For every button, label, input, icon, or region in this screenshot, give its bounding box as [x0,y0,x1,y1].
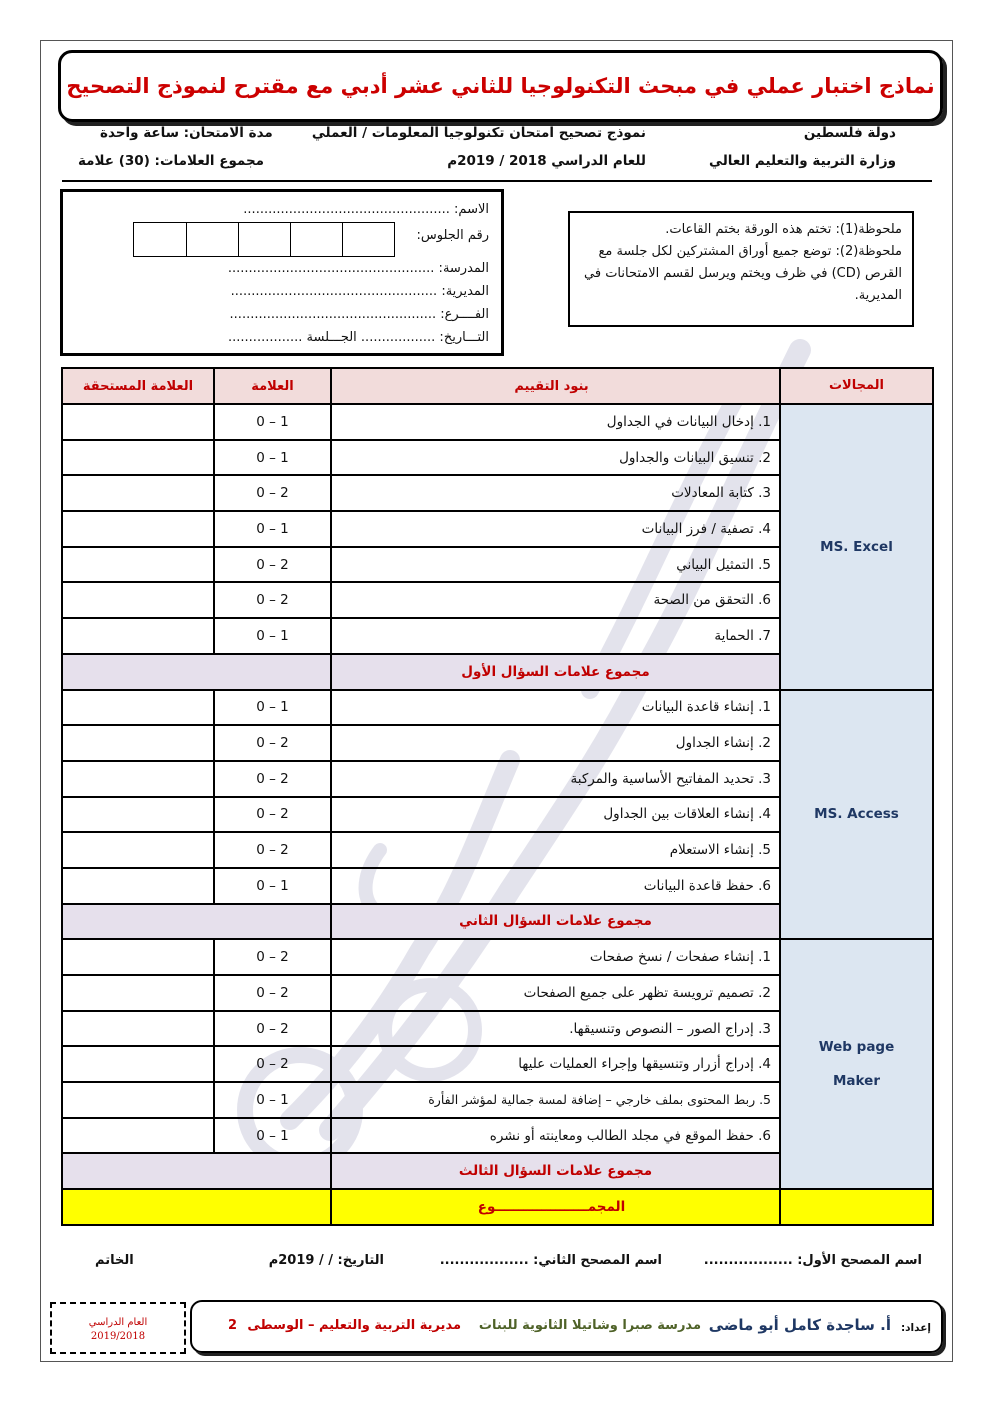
mark-cell: 0 – 2 [214,475,331,511]
earned-cell[interactable] [62,725,214,761]
sum-label-q3: مجموع علامات السؤال الثالث [331,1153,780,1189]
earned-cell[interactable] [62,1011,214,1047]
notes-box [568,211,914,327]
earned-cell[interactable] [62,797,214,833]
earned-cell[interactable] [62,868,214,904]
mark-cell: 0 – 2 [214,975,331,1011]
item-cell: 5. ربط المحتوى بملف خارجي – إضافة لمسة جمالية لمؤشر الفأرة [331,1082,780,1118]
header-earned: العلامة المستحقة [62,368,214,404]
total-blank-cell [780,1189,933,1225]
student-date-session-field[interactable]: التـــاريخ: .................. الجـــلسة .................. [228,330,489,345]
mark-cell: 0 – 2 [214,797,331,833]
mark-cell: 0 – 2 [214,939,331,975]
sum-value-cell[interactable] [62,904,331,940]
year-box [50,1302,186,1354]
title-banner [58,50,943,122]
item-cell: 2. تصميم ترويسة تظهر على جميع الصفحات [331,975,780,1011]
mark-cell: 0 – 2 [214,761,331,797]
earned-cell[interactable] [62,939,214,975]
item-cell: 6. التحقق من الصحة [331,582,780,618]
item-cell: 6. حفظ قاعدة البيانات [331,868,780,904]
item-cell: 3. كتابة المعادلات [331,475,780,511]
earned-cell[interactable] [62,832,214,868]
earned-cell[interactable] [62,582,214,618]
table-row [62,690,933,726]
page-title: نماذج اختبار عملي في مبحث التكنولوجيا للثاني عشر أدبي مع مقترح لنموذج التصحيح [66,74,935,98]
earned-cell[interactable] [62,440,214,476]
header-model-title: نموذج تصحيح امتحان تكنولوجيا المعلومات / العملي [311,125,646,141]
item-cell: 1. إنشاء صفحات / نسخ صفحات [331,939,780,975]
student-info-box [60,189,504,356]
domain-excel: MS. Excel [780,404,933,690]
mark-cell: 0 – 2 [214,547,331,583]
header-duration: مدة الامتحان: ساعة واحدة [100,125,273,141]
footer-stamp: الخاتم [95,1253,134,1268]
credit-directorate: مديرية التربية والتعليم – الوسطى [247,1318,461,1333]
student-name-field[interactable]: الاسم: .................................................. [243,202,489,217]
credit-school: مدرسة صبرا وشاتيلا الثانوية للبنات [478,1318,701,1333]
header-state: دولة فلسطين [803,125,896,141]
earned-cell[interactable] [62,1046,214,1082]
mark-cell: 0 – 2 [214,725,331,761]
mark-cell: 0 – 2 [214,1011,331,1047]
seat-digit-cell[interactable] [186,223,238,256]
credit-prepared-label: إعداد: [900,1322,931,1334]
earned-cell[interactable] [62,547,214,583]
header-ministry: وزارة التربية والتعليم العالي [709,153,896,169]
grading-table [61,367,934,1226]
sum-value-cell[interactable] [62,654,331,690]
student-directorate-field[interactable]: المديرية: .................................................. [230,284,489,299]
footer-corrector1[interactable]: اسم المصحح الأول: .................. [703,1253,922,1268]
earned-cell[interactable] [62,1082,214,1118]
header-divider [62,180,932,182]
sum-label-q2: مجموع علامات السؤال الثاني [331,904,780,940]
earned-cell[interactable] [62,618,214,654]
total-value-cell[interactable] [62,1189,331,1225]
sum-value-cell[interactable] [62,1153,331,1189]
item-cell: 2. إنشاء الجداول [331,725,780,761]
note-1: ملحوظة(1): تختم هذه الورقة بختم القاعات. [665,222,902,237]
credit-box [190,1300,943,1353]
earned-cell[interactable] [62,761,214,797]
domain-access: MS. Access [780,690,933,940]
table-header-row [62,368,933,404]
student-seat-label: رقم الجلوس: [416,228,489,243]
earned-cell[interactable] [62,1118,214,1154]
mark-cell: 0 – 1 [214,868,331,904]
item-cell: 1. إدخال البيانات في الجداول [331,404,780,440]
domain-webpage-maker: Web page Maker [780,939,933,1189]
mark-cell: 0 – 2 [214,1046,331,1082]
earned-cell[interactable] [62,690,214,726]
mark-cell: 0 – 1 [214,511,331,547]
seat-digit-cell[interactable] [342,223,394,256]
mark-cell: 0 – 1 [214,1082,331,1118]
total-row [62,1189,933,1225]
item-cell: 5. إنشاء الاستعلام [331,832,780,868]
header-domains: المجالات [780,368,933,404]
item-cell: 7. الحماية [331,618,780,654]
item-cell: 3. تحديد المفاتيح الأساسية والمركبة [331,761,780,797]
earned-cell[interactable] [62,475,214,511]
table-row [62,404,933,440]
seat-digit-cell[interactable] [290,223,342,256]
year-label: العام الدراسي [88,1317,148,1328]
credit-page-number: 2 [228,1318,238,1333]
footer-date[interactable]: التاريخ: / / 2019م [268,1253,384,1268]
mark-cell: 0 – 1 [214,618,331,654]
table-row [62,939,933,975]
year-value: 2019/2018 [90,1331,146,1342]
mark-cell: 0 – 2 [214,832,331,868]
item-cell: 1. إنشاء قاعدة البيانات [331,690,780,726]
sum-label-q1: مجموع علامات السؤال الأول [331,654,780,690]
total-label: المجمــــــــــــــــــــوع [331,1189,780,1225]
footer-corrector2[interactable]: اسم المصحح الثاني: .................. [439,1253,662,1268]
earned-cell[interactable] [62,404,214,440]
item-cell: 3. إدراج الصور – النصوص وتنسيقها. [331,1011,780,1047]
mark-cell: 0 – 1 [214,1118,331,1154]
mark-cell: 0 – 1 [214,440,331,476]
seat-digit-cell[interactable] [134,223,186,256]
header-mark: العلامة [214,368,331,404]
item-cell: 4. إدراج أزرار وتنسيقها وإجراء العمليات عليها [331,1046,780,1082]
item-cell: 4. تصفية / فرز البيانات [331,511,780,547]
note-2: ملحوظة(2): توضع جميع أوراق المشتركين لكل جلسة مع القرص (CD) في ظرف ويختم ويرسل لقسم الامتحانات في المديرية. [584,244,902,303]
header-items: بنود التقييم [331,368,780,404]
credit-author: أ. ساجدة كامل أبو ماضى [708,1316,891,1334]
seat-number-grid[interactable] [133,222,395,257]
item-cell: 4. إنشاء العلاقات بين الجداول [331,797,780,833]
item-cell: 5. التمثيل البياني [331,547,780,583]
header-academic-year: للعام الدراسي 2018 / 2019م [447,153,646,169]
header-total-marks: مجموع العلامات: (30) علامة [78,153,265,169]
mark-cell: 0 – 1 [214,690,331,726]
mark-cell: 0 – 2 [214,582,331,618]
seat-digit-cell[interactable] [238,223,290,256]
mark-cell: 0 – 1 [214,404,331,440]
student-school-field[interactable]: المدرسة: .................................................. [227,261,489,276]
earned-cell[interactable] [62,511,214,547]
item-cell: 2. تنسيق البيانات والجداول [331,440,780,476]
earned-cell[interactable] [62,975,214,1011]
student-branch-field[interactable]: الفــــرع: .................................................. [229,307,489,322]
item-cell: 6. حفظ الموقع في مجلد الطالب ومعاينته أو نشره [331,1118,780,1154]
